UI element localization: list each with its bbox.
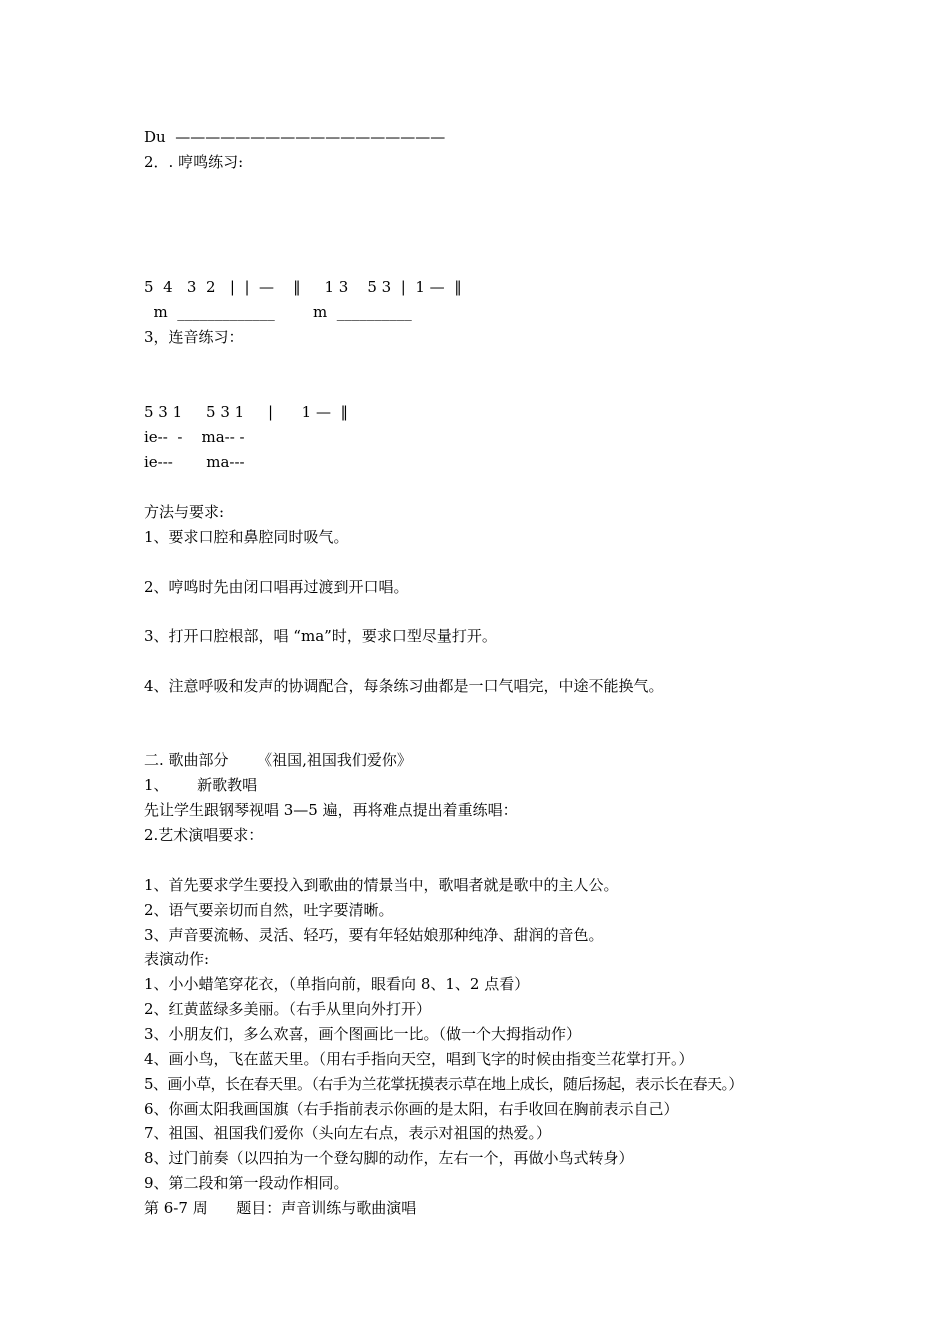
lyrics-legato-2: ie--- ma--- — [144, 453, 245, 471]
section-heading-humming: 2．. 哼鸣练习: — [144, 153, 244, 171]
performance-heading: 表演动作: — [144, 950, 210, 968]
requirement-item: 2、语气要亲切而自然，吐字要清晰。 — [144, 901, 394, 919]
requirement-item: 3、声音要流畅、灵活、轻巧，要有年轻姑娘那种纯净、甜润的音色。 — [144, 926, 604, 944]
method-item: 3、打开口腔根部，唱 “ma”时，要求口型尽量打开。 — [144, 627, 497, 645]
action-item: 6、你画太阳我画国旗（右手指前表示你画的是太阳，右手收回在胸前表示自己） — [144, 1100, 679, 1118]
week-topic-line: 第 6-7 周 题目：声音训练与歌曲演唱 — [144, 1199, 417, 1217]
section-heading-legato: 3，连音练习： — [144, 328, 244, 346]
requirement-item: 1、首先要求学生要投入到歌曲的情景当中，歌唱者就是歌中的主人公。 — [144, 876, 619, 894]
methods-heading: 方法与要求: — [144, 503, 225, 521]
new-song-teaching: 1、 新歌教唱 — [144, 776, 258, 794]
action-item: 8、过门前奏（以四拍为一个登勾脚的动作，左右一个，再做小鸟式转身） — [144, 1149, 634, 1167]
action-item: 9、第二段和第一段动作相同。 — [144, 1174, 349, 1192]
artistic-requirements-heading: 2.艺术演唱要求： — [144, 826, 264, 844]
method-item: 1、要求口腔和鼻腔同时吸气。 — [144, 528, 349, 546]
method-item: 2、哼鸣时先由闭口唱再过渡到开口唱。 — [144, 578, 409, 596]
notation-legato: 5 3 1 5 3 1 | 1 — ‖ — [144, 403, 349, 421]
lyrics-legato-1: ie-- - ma-- - — [144, 428, 245, 446]
practice-instruction: 先让学生跟钢琴视唱 3—5 遍，再将难点提出着重练唱： — [144, 801, 518, 819]
action-item: 1、小小蜡笔穿花衣，（单指向前，眼看向 8、1、2 点看） — [144, 975, 530, 993]
notation-humming: 5 4 3 2 | | — ‖ 1 3 5 3 | 1 — ‖ — [144, 278, 462, 296]
action-item: 3、小朋友们，多么欢喜，画个图画比一比。（做一个大拇指动作） — [144, 1025, 582, 1043]
du-line: Du —————————————————— — [144, 128, 446, 146]
song-section-heading: 二. 歌曲部分 《祖国,祖国我们爱你》 — [144, 751, 412, 769]
action-item: 7、祖国、祖国我们爱你（头向左右点，表示对祖国的热爱。） — [144, 1124, 552, 1142]
action-item: 5、画小草，长在春天里。（右手为兰花掌抚摸表示草在地上成长，随后扬起，表示长在春天。） — [144, 1075, 743, 1093]
action-item: 2、红黄蓝绿多美丽。（右手从里向外打开） — [144, 1000, 432, 1018]
lyrics-humming: m _____________ m __________ — [144, 303, 412, 321]
method-item: 4、注意呼吸和发声的协调配合，每条练习曲都是一口气唱完，中途不能换气。 — [144, 677, 664, 695]
action-item: 4、画小鸟，飞在蓝天里。（用右手指向天空，唱到飞字的时候由指变兰花掌打开。） — [144, 1050, 694, 1068]
